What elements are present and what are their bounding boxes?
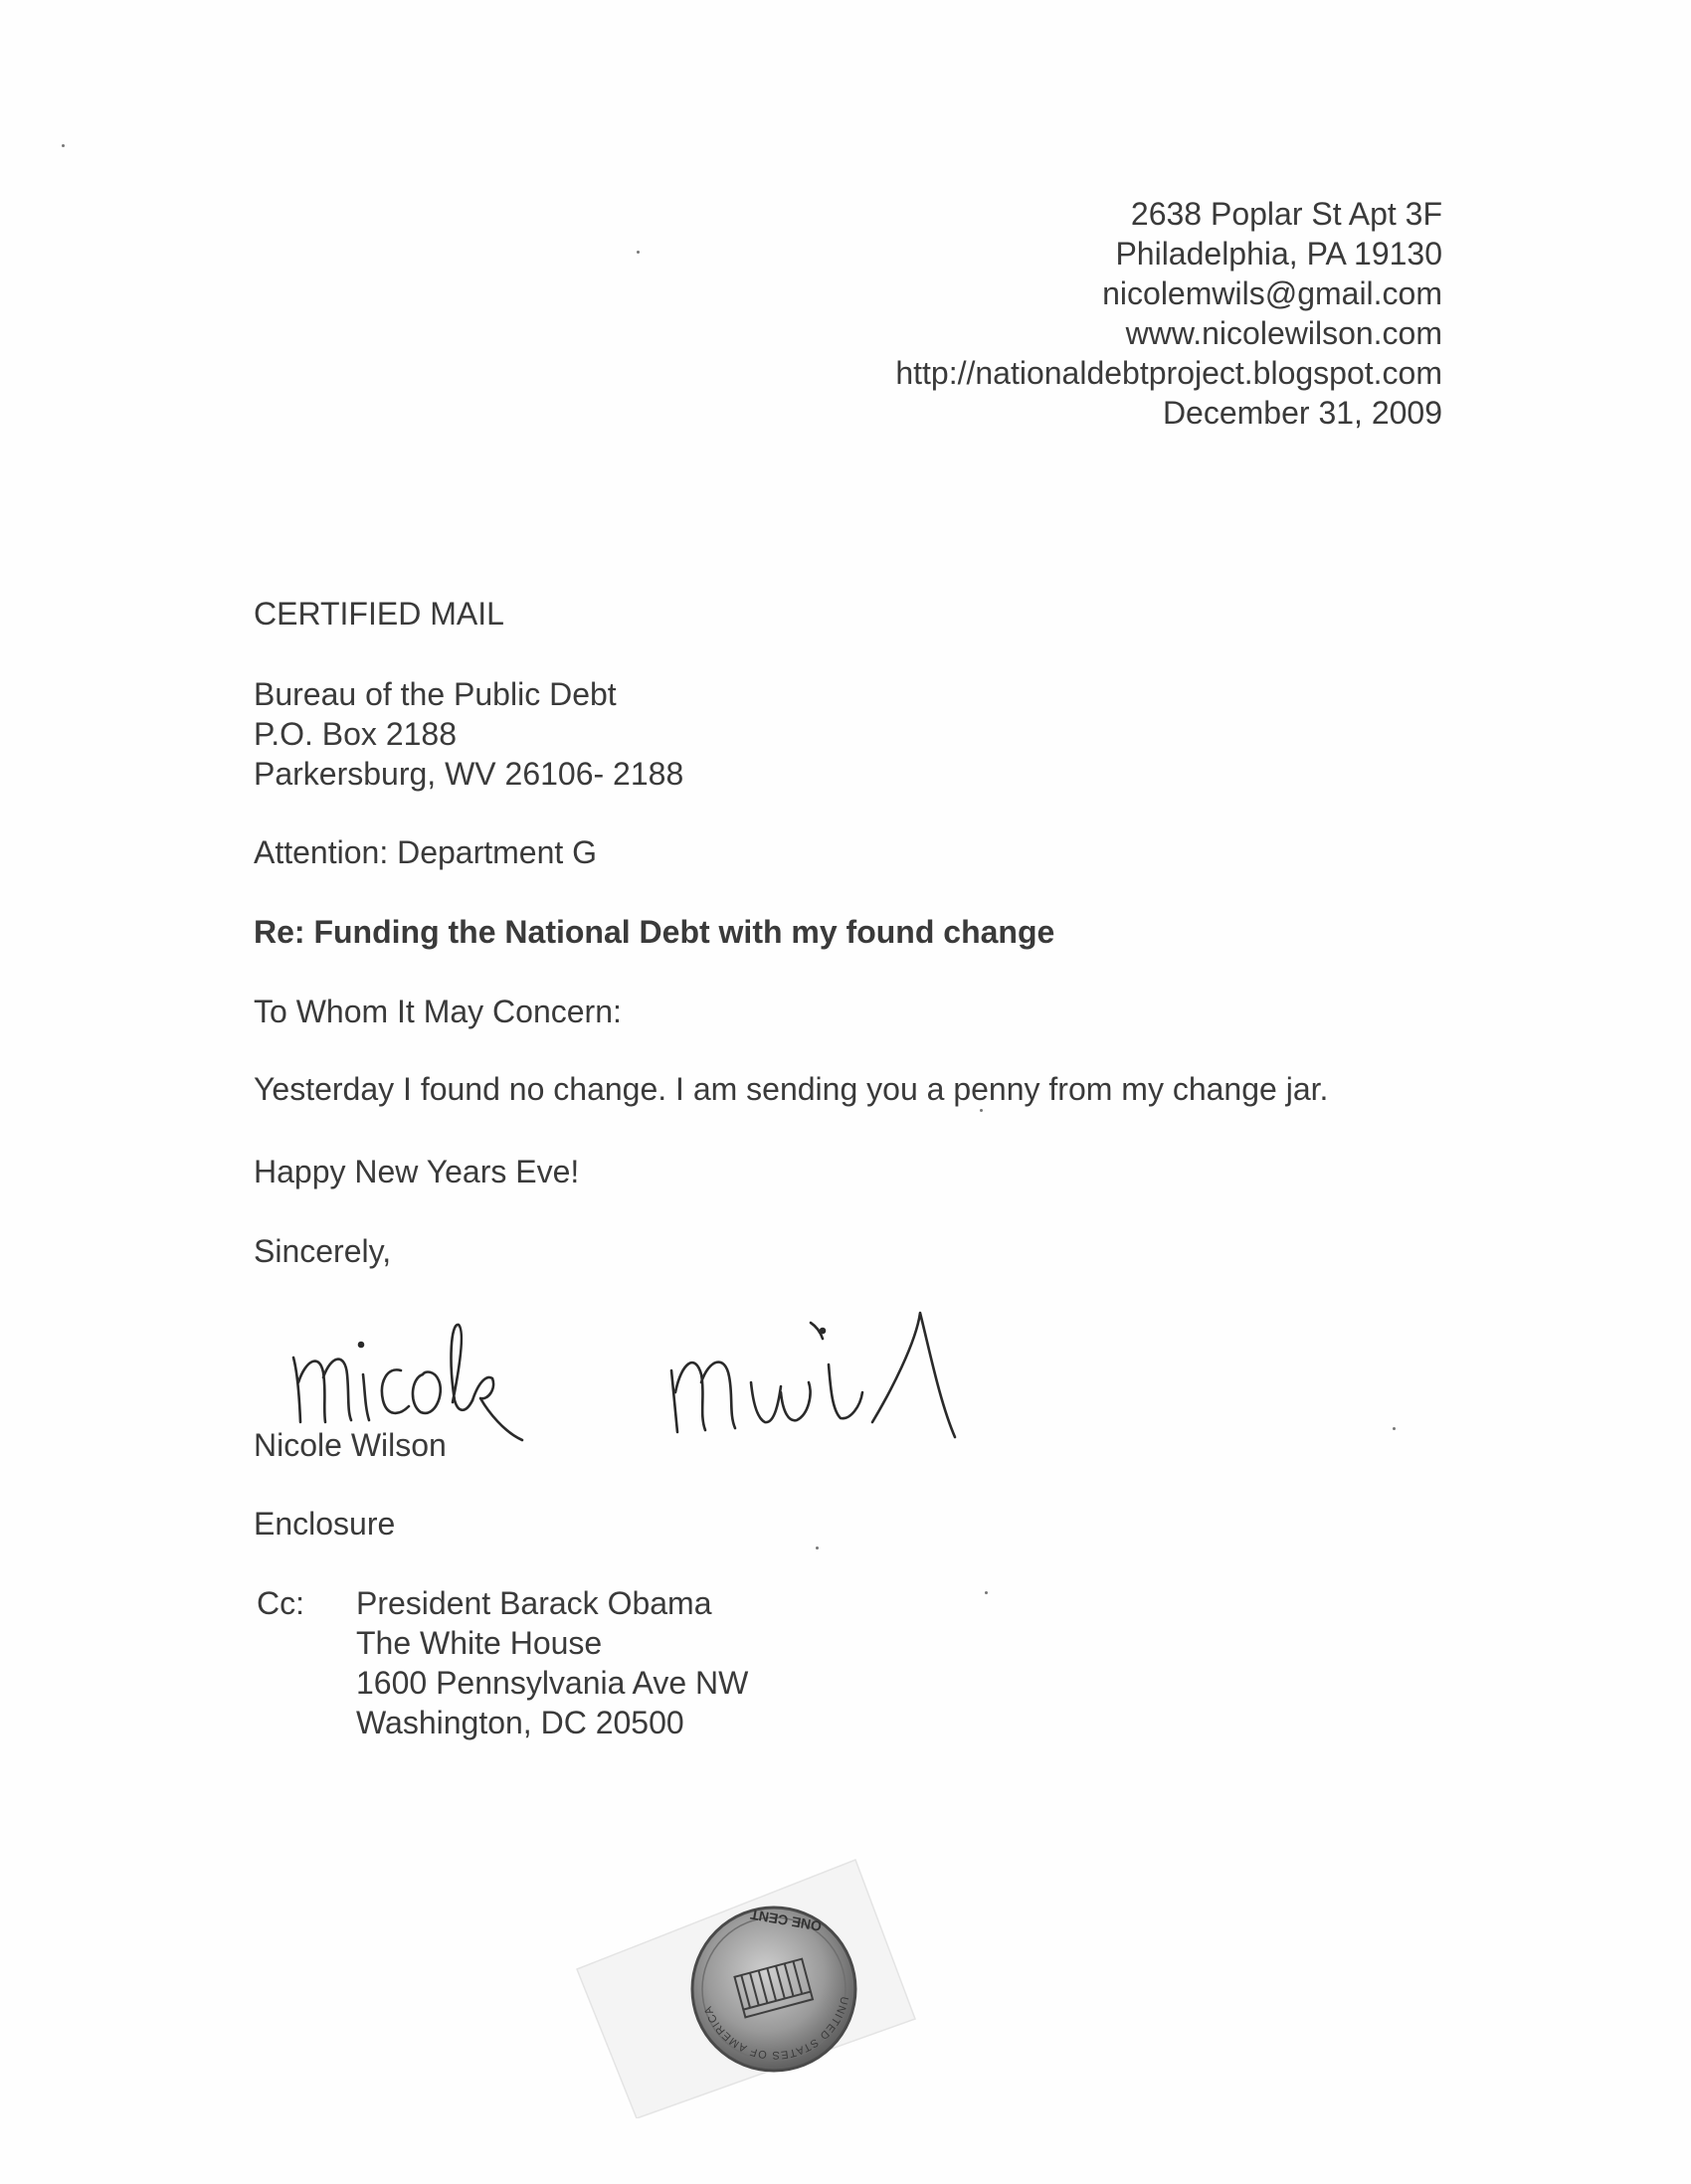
closing: Sincerely, [254,1233,392,1269]
cc-line3: 1600 Pennsylvania Ave NW [356,1665,749,1701]
recipient-address-block [254,674,683,794]
recipient-po-box: P.O. Box 2188 [254,716,457,752]
scan-speck [816,1547,819,1549]
sender-blog: http://nationaldebtproject.blogspot.com [895,355,1442,391]
attention-line: Attention: Department G [254,834,598,870]
cc-address-block [356,1583,748,1742]
cc-label: Cc: [257,1585,304,1621]
cc-line4: Washington, DC 20500 [356,1705,684,1740]
scan-speck [1393,1427,1396,1430]
enclosure-note: Enclosure [254,1506,396,1542]
scan-speck [980,1109,983,1112]
sender-email: nicolemwils@gmail.com [1102,275,1442,311]
delivery-method: CERTIFIED MAIL [254,596,504,632]
sender-address-block [895,194,1442,433]
subject-line: Re: Funding the National Debt with my found change [254,914,1055,950]
sender-website: www.nicolewilson.com [1125,315,1442,351]
body-paragraph: Yesterday I found no change. I am sending you a penny from my change jar. [254,1071,1329,1107]
letter-date: December 31, 2009 [1162,395,1442,431]
signature-name: Nicole Wilson [254,1427,447,1463]
penny-rim-text: UNITED STATES OF AMERICA [701,1995,850,2062]
recipient-name: Bureau of the Public Debt [254,676,617,712]
recipient-city-state-zip: Parkersburg, WV 26106- 2188 [254,756,684,792]
scan-speck [62,144,65,147]
scan-speck [985,1591,988,1594]
taped-penny [557,1820,935,2118]
salutation: To Whom It May Concern: [254,994,622,1029]
scan-speck [637,251,640,254]
penny-denomination: ONE CENT [749,1906,824,1935]
cc-name: President Barack Obama [356,1585,712,1621]
sender-city-state-zip: Philadelphia, PA 19130 [1115,236,1442,272]
sender-street: 2638 Poplar St Apt 3F [1130,196,1442,232]
greeting-line: Happy New Years Eve! [254,1154,580,1189]
penny-coin [692,1907,855,2074]
cc-line2: The White House [356,1625,603,1661]
